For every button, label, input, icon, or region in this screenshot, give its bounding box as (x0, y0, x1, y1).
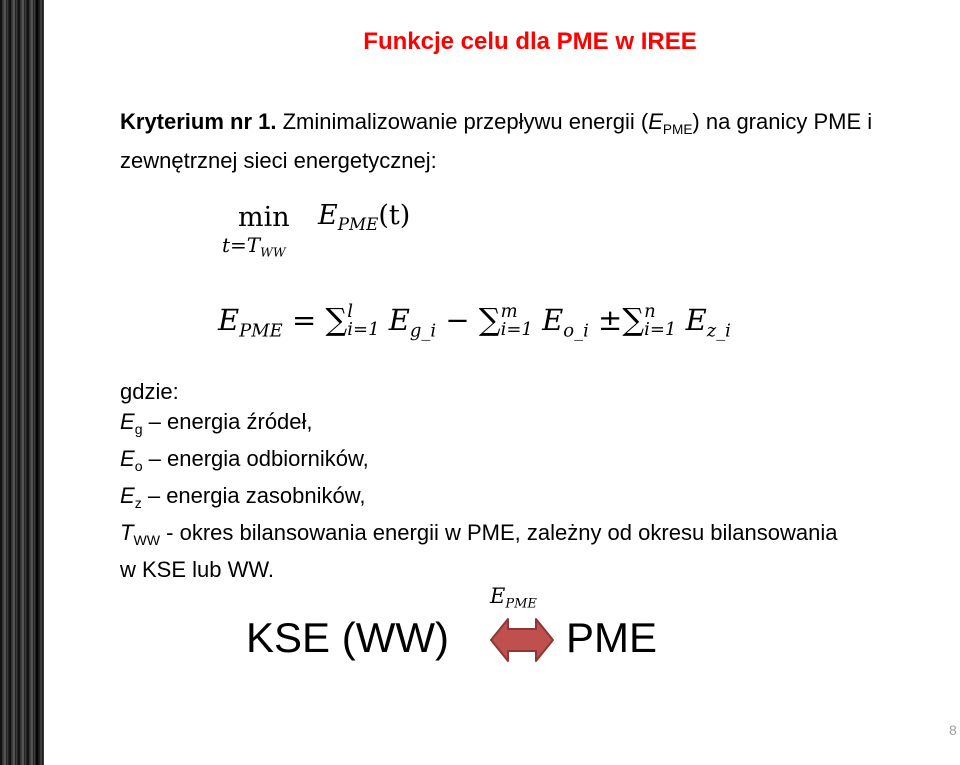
formula-balance (218, 303, 731, 341)
definition-text: - okres bilansowania energii w PME, zależny od okresu bilansowania (160, 519, 838, 545)
definition-symbol: T (120, 519, 134, 545)
definition-text: – energia odbiorników, (142, 445, 369, 471)
criterion-text-b: ) na granicy PME i zewnętrznej sieci energetycznej: (120, 109, 873, 173)
definition-subscript: g (134, 420, 143, 437)
term-1-subscript: g_i (409, 320, 437, 342)
balance-lhs: E (218, 303, 240, 337)
min-e: E (318, 200, 338, 231)
definition-item (120, 518, 960, 555)
min-under-subscript: WW (260, 244, 286, 260)
criterion-e-symbol: E (648, 109, 663, 134)
sum-upper-3: n (644, 301, 656, 322)
definition-subscript: z (134, 494, 142, 511)
criterion-paragraph (120, 106, 940, 176)
criterion-label: Kryterium nr 1. (120, 109, 277, 134)
definitions-heading: gdzie: (120, 379, 179, 404)
term-3-subscript: z_i (706, 320, 731, 342)
definition-text: – energia źródeł, (142, 409, 313, 434)
kse-label: KSE (WW) (246, 614, 449, 661)
arrow-label-e: E (490, 584, 506, 608)
pme-label: PME (566, 614, 658, 661)
balance-lhs-subscript: PME (239, 320, 283, 342)
sum-limits-3 (644, 303, 676, 339)
arrow-label-subscript: PME (505, 596, 537, 612)
min-under-index (222, 233, 286, 259)
sum-symbol-3: ∑ (622, 303, 645, 338)
sum-symbol-1: ∑ (325, 303, 348, 338)
definition-continuation: w KSE lub WW. (120, 556, 275, 582)
term-2-subscript: o_i (563, 320, 589, 342)
sum-symbol-2: ∑ (478, 303, 501, 338)
definitions-block (120, 377, 960, 585)
min-operator: min (238, 202, 290, 233)
definition-subscript: o (134, 457, 143, 474)
criterion-e-subscript: PME (662, 121, 693, 137)
arrow-label (490, 584, 537, 612)
sum-lower-2: i=1 (500, 318, 533, 340)
balance-plus-minus: ± (598, 303, 623, 337)
page-number: 8 (949, 722, 957, 738)
sum-lower-3: i=1 (644, 318, 677, 340)
definition-text: – energia zasobników, (141, 482, 366, 508)
definition-item (120, 444, 960, 481)
sum-upper-2: m (500, 301, 518, 322)
criterion-text-a: Zminimalizowanie przepływu energii ( (276, 109, 649, 134)
term-2: E (542, 303, 564, 337)
double-arrow-icon (490, 616, 554, 664)
definition-symbol: E (120, 445, 135, 471)
sum-limits-1 (347, 303, 379, 339)
definition-symbol: E (120, 409, 135, 434)
balance-minus: − (445, 303, 470, 337)
min-under-t: t=T (222, 233, 261, 257)
sum-limits-2 (501, 303, 533, 339)
min-target (318, 200, 410, 234)
term-1: E (388, 303, 410, 337)
slide-title: Funkcje celu dla PME w IREE (363, 28, 697, 55)
min-e-subscript: PME (337, 213, 379, 234)
sum-lower-1: i=1 (347, 318, 380, 340)
definition-subscript: WW (133, 531, 161, 548)
definition-item (120, 481, 960, 518)
term-3: E (685, 303, 707, 337)
sum-upper-1: l (347, 301, 354, 322)
definition-symbol: E (120, 482, 135, 508)
min-argument: (t) (378, 200, 411, 231)
definition-item (120, 407, 960, 444)
left-decorative-strip (0, 0, 44, 765)
balance-equals: = (292, 303, 317, 337)
